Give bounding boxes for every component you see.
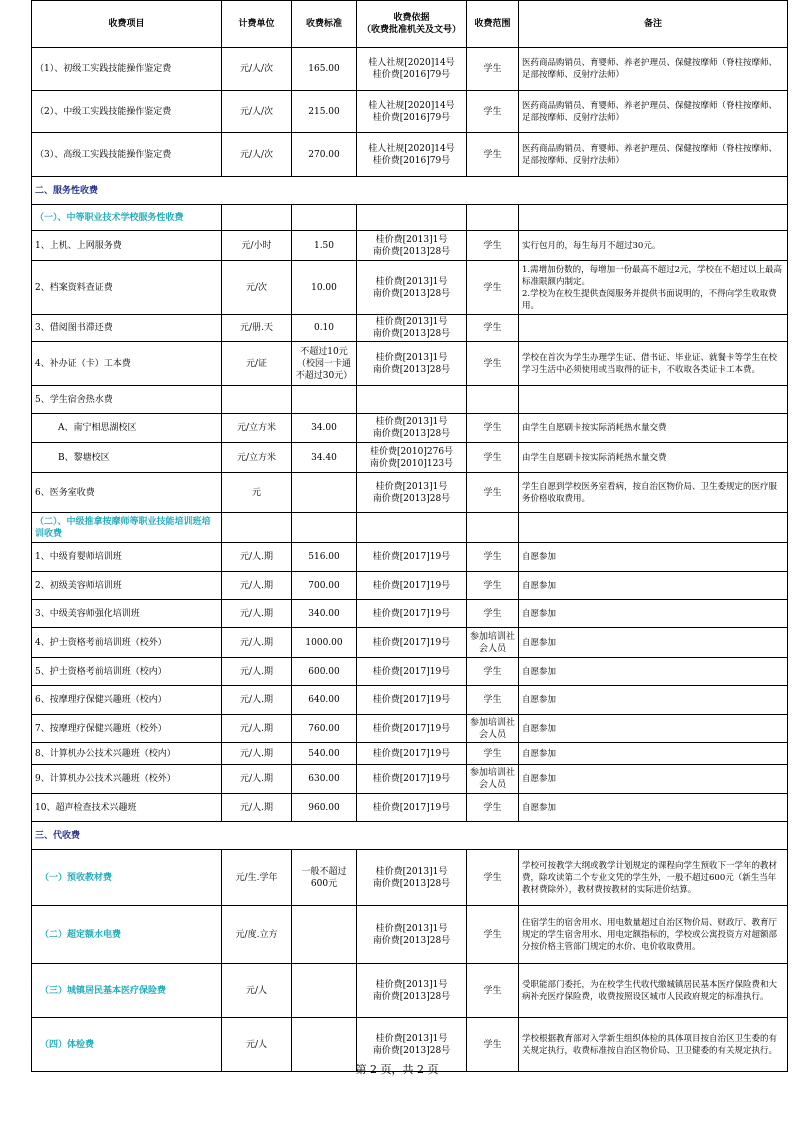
basis-cell: 桂价费[2017]19号 — [357, 572, 467, 600]
scope-cell: 学生 — [467, 743, 519, 765]
table-header-row — [32, 1, 788, 48]
header-remark: 备注 — [519, 1, 788, 48]
subsection-title: （一）、中等职业技术学校服务性收费 — [32, 205, 222, 231]
remark-cell: 医药商品购销员、育婴师、养老护理员、保健按摩师（脊柱按摩师、足部按摩师、反射疗法师） — [519, 133, 788, 177]
table-row — [32, 906, 788, 964]
standard-cell: 516.00 — [292, 543, 357, 572]
item-name: 6、按摩理疗保健兴趣班（校内） — [32, 686, 222, 715]
table-row — [32, 600, 788, 628]
remark-cell: 由学生自愿刷卡按实际消耗热水量交费 — [519, 443, 788, 473]
table-row — [32, 414, 788, 443]
table-row — [32, 543, 788, 572]
table-row — [32, 386, 788, 414]
subsection-row — [32, 205, 788, 231]
header-unit: 计费单位 — [222, 1, 292, 48]
remark-cell: 1.需增加份数的，每增加一份最高不超过2元，学校在不超过以上最高标准限额内制定。 2.学校为在校生提供查阅服务并提供书面说明的，不得向学生收取费用。 — [519, 261, 788, 315]
item-name: （3）、高级工实践技能操作鉴定费 — [32, 133, 222, 177]
remark-cell: 医药商品购销员、育婴师、养老护理员、保健按摩师（脊柱按摩师、足部按摩师、反射疗法师） — [519, 91, 788, 133]
standard-cell — [292, 906, 357, 964]
remark-cell: 医药商品购销员、育婴师、养老护理员、保健按摩师（脊柱按摩师、足部按摩师、反射疗法师） — [519, 48, 788, 91]
remark-cell: 自愿参加 — [519, 658, 788, 686]
basis-cell: 桂价费[2013]1号 南价费[2013]28号 — [357, 261, 467, 315]
item-name: 1、中级育婴师培训班 — [32, 543, 222, 572]
section-title: 三、代收费 — [32, 822, 788, 850]
table-row — [32, 765, 788, 794]
page-footer: 第 2 页，共 2 页 — [355, 1063, 439, 1076]
table-row — [32, 342, 788, 386]
item-name: 8、计算机办公技术兴趣班（校内） — [32, 743, 222, 765]
item-name: 7、按摩理疗保健兴趣班（校外） — [32, 715, 222, 743]
unit-cell: 元/人/次 — [222, 91, 292, 133]
unit-cell: 元/人.期 — [222, 765, 292, 794]
basis-cell: 桂价费[2013]1号 南价费[2013]28号 — [357, 964, 467, 1018]
remark-cell: 由学生自愿刷卡按实际消耗热水量交费 — [519, 414, 788, 443]
header-item: 收费项目 — [32, 1, 222, 48]
item-name: 10、超声检查技术兴趣班 — [32, 794, 222, 822]
standard-cell: 630.00 — [292, 765, 357, 794]
standard-cell: 1000.00 — [292, 628, 357, 658]
empty-cell — [467, 513, 519, 543]
remark-cell: 学校在首次为学生办理学生证、借书证、毕业证、就餐卡等学生在校学习生活中必须使用或当取得的证卡，不收取各类证卡工本费。 — [519, 342, 788, 386]
remark-cell: 自愿参加 — [519, 686, 788, 715]
basis-cell: 桂价费[2017]19号 — [357, 600, 467, 628]
table-body — [32, 48, 788, 1072]
table-row — [32, 715, 788, 743]
empty-cell — [292, 205, 357, 231]
item-name: （四）体检费 — [32, 1018, 222, 1072]
remark-cell: 自愿参加 — [519, 628, 788, 658]
unit-cell — [222, 386, 292, 414]
section-row — [32, 822, 788, 850]
basis-cell — [357, 386, 467, 414]
item-name: 5、学生宿舍热水费 — [32, 386, 222, 414]
remark-cell — [519, 386, 788, 414]
table-row — [32, 91, 788, 133]
empty-cell — [519, 513, 788, 543]
basis-cell: 桂价费[2017]19号 — [357, 658, 467, 686]
standard-cell: 1.50 — [292, 231, 357, 261]
standard-cell: 165.00 — [292, 48, 357, 91]
table-row — [32, 473, 788, 513]
item-name: 3、中级美容师强化培训班 — [32, 600, 222, 628]
basis-cell: 桂人社规[2020]14号 桂价费[2016]79号 — [357, 48, 467, 91]
unit-cell: 元/立方米 — [222, 414, 292, 443]
table-row — [32, 686, 788, 715]
scope-cell: 学生 — [467, 261, 519, 315]
unit-cell: 元/人.期 — [222, 543, 292, 572]
scope-cell: 学生 — [467, 543, 519, 572]
standard-cell: 10.00 — [292, 261, 357, 315]
unit-cell: 元/人.期 — [222, 715, 292, 743]
basis-cell: 桂价费[2013]1号 南价费[2013]28号 — [357, 906, 467, 964]
remark-cell: 实行包月的，每生每月不超过30元。 — [519, 231, 788, 261]
remark-cell: 学生自愿到学校医务室看病，按自治区物价局、卫生委规定的医疗服务价格收取费用。 — [519, 473, 788, 513]
item-name: 9、计算机办公技术兴趣班（校外） — [32, 765, 222, 794]
scope-cell: 学生 — [467, 1018, 519, 1072]
standard-cell: 一般不超过600元 — [292, 850, 357, 906]
item-name: 5、护士资格考前培训班（校内） — [32, 658, 222, 686]
table-row — [32, 48, 788, 91]
basis-cell: 桂价费[2013]1号 南价费[2013]28号 — [357, 1018, 467, 1072]
standard-cell: 0.10 — [292, 315, 357, 342]
basis-cell: 桂人社规[2020]14号 桂价费[2016]79号 — [357, 91, 467, 133]
unit-cell: 元/人/次 — [222, 48, 292, 91]
scope-cell: 学生 — [467, 686, 519, 715]
scope-cell: 学生 — [467, 964, 519, 1018]
unit-cell: 元/立方米 — [222, 443, 292, 473]
scope-cell: 学生 — [467, 414, 519, 443]
scope-cell: 学生 — [467, 133, 519, 177]
basis-cell: 桂价费[2017]19号 — [357, 794, 467, 822]
unit-cell: 元/小时 — [222, 231, 292, 261]
scope-cell: 学生 — [467, 91, 519, 133]
basis-cell: 桂价费[2013]1号 南价费[2013]28号 — [357, 473, 467, 513]
remark-cell: 自愿参加 — [519, 543, 788, 572]
scope-cell: 学生 — [467, 906, 519, 964]
subsection-row — [32, 513, 788, 543]
empty-cell — [519, 205, 788, 231]
remark-cell: 学校根据教育部对入学新生组织体检的具体项目按自治区卫生委的有关规定执行，收费标准按自治区物价局、卫卫健委的有关规定执行。 — [519, 1018, 788, 1072]
item-name: 2、初级美容师培训班 — [32, 572, 222, 600]
table-row — [32, 658, 788, 686]
item-name: B、黎塘校区 — [32, 443, 222, 473]
table-row — [32, 133, 788, 177]
scope-cell: 学生 — [467, 48, 519, 91]
subsection-title: （二）、中级推拿按摩师等职业技能培训班培训收费 — [32, 513, 222, 543]
item-name: （1）、初级工实践技能操作鉴定费 — [32, 48, 222, 91]
remark-cell: 自愿参加 — [519, 572, 788, 600]
standard-cell — [292, 473, 357, 513]
table-row — [32, 572, 788, 600]
scope-cell: 学生 — [467, 473, 519, 513]
remark-cell — [519, 315, 788, 342]
basis-cell: 桂价费[2010]276号 南价费[2010]123号 — [357, 443, 467, 473]
item-name: （一）预收教材费 — [32, 850, 222, 906]
scope-cell: 学生 — [467, 658, 519, 686]
remark-cell: 自愿参加 — [519, 794, 788, 822]
scope-cell: 学生 — [467, 231, 519, 261]
header-scope: 收费范围 — [467, 1, 519, 48]
remark-cell: 住宿学生的宿舍用水、用电数量超过自治区物价局、财政厅、教育厅规定的学生宿舍用水、用电定额指标的，学校或公寓投资方对超额部分按价格主管部门规定的水价、电价收取费用。 — [519, 906, 788, 964]
item-name: （三）城镇居民基本医疗保险费 — [32, 964, 222, 1018]
item-name: 4、护士资格考前培训班（校外） — [32, 628, 222, 658]
unit-cell: 元/册.天 — [222, 315, 292, 342]
item-name: 2、档案资料查证费 — [32, 261, 222, 315]
table-row — [32, 850, 788, 906]
unit-cell: 元/人.期 — [222, 743, 292, 765]
basis-cell: 桂价费[2017]19号 — [357, 628, 467, 658]
item-name: 1、上机、上网服务费 — [32, 231, 222, 261]
standard-cell: 600.00 — [292, 658, 357, 686]
unit-cell: 元/人.期 — [222, 686, 292, 715]
header-standard: 收费标准 — [292, 1, 357, 48]
basis-cell: 桂人社规[2020]14号 桂价费[2016]79号 — [357, 133, 467, 177]
item-name: 4、补办证（卡）工本费 — [32, 342, 222, 386]
empty-cell — [357, 513, 467, 543]
table-row — [32, 261, 788, 315]
unit-cell: 元/生.学年 — [222, 850, 292, 906]
empty-cell — [357, 205, 467, 231]
empty-cell — [467, 205, 519, 231]
unit-cell: 元/人.期 — [222, 600, 292, 628]
remark-cell: 自愿参加 — [519, 600, 788, 628]
scope-cell: 学生 — [467, 572, 519, 600]
table-row — [32, 443, 788, 473]
unit-cell: 元/证 — [222, 342, 292, 386]
scope-cell: 学生 — [467, 342, 519, 386]
basis-cell: 桂价费[2017]19号 — [357, 543, 467, 572]
scope-cell: 学生 — [467, 443, 519, 473]
scope-cell: 学生 — [467, 850, 519, 906]
remark-cell: 自愿参加 — [519, 743, 788, 765]
basis-cell: 桂价费[2017]19号 — [357, 715, 467, 743]
unit-cell: 元/次 — [222, 261, 292, 315]
empty-cell — [222, 205, 292, 231]
section-title: 二、服务性收费 — [32, 177, 788, 205]
remark-cell: 自愿参加 — [519, 715, 788, 743]
unit-cell: 元/人.期 — [222, 794, 292, 822]
remark-cell: 学校可按教学大纲或教学计划规定的课程向学生预收下一学年的教材费，除攻读第二个专业文凭的学生外，一般不超过600元（新生当年教材费除外），教材费按教材的实际进价结算。 — [519, 850, 788, 906]
item-name: （二）超定额水电费 — [32, 906, 222, 964]
standard-cell: 700.00 — [292, 572, 357, 600]
standard-cell — [292, 386, 357, 414]
standard-cell: 34.00 — [292, 414, 357, 443]
standard-cell: 640.00 — [292, 686, 357, 715]
basis-cell: 桂价费[2013]1号 南价费[2013]28号 — [357, 231, 467, 261]
item-name: 3、借阅图书滞还费 — [32, 315, 222, 342]
basis-cell: 桂价费[2013]1号 南价费[2013]28号 — [357, 342, 467, 386]
unit-cell: 元/人 — [222, 964, 292, 1018]
standard-cell: 960.00 — [292, 794, 357, 822]
standard-cell: 340.00 — [292, 600, 357, 628]
table-row — [32, 315, 788, 342]
standard-cell — [292, 964, 357, 1018]
basis-cell: 桂价费[2017]19号 — [357, 686, 467, 715]
standard-cell: 760.00 — [292, 715, 357, 743]
item-name: A、南宁相思湖校区 — [32, 414, 222, 443]
scope-cell: 参加培训社会人员 — [467, 765, 519, 794]
standard-cell: 540.00 — [292, 743, 357, 765]
empty-cell — [292, 513, 357, 543]
unit-cell: 元/人 — [222, 1018, 292, 1072]
scope-cell: 参加培训社会人员 — [467, 715, 519, 743]
remark-cell: 受职能部门委托，为在校学生代收代缴城镇居民基本医疗保险费和大病补充医疗保险费，收费按照设区城市人民政府规定的标准执行。 — [519, 964, 788, 1018]
scope-cell: 学生 — [467, 315, 519, 342]
remark-cell: 自愿参加 — [519, 765, 788, 794]
standard-cell: 不超过10元 （校园一卡通不超过30元） — [292, 342, 357, 386]
table-row — [32, 628, 788, 658]
unit-cell: 元/度.立方 — [222, 906, 292, 964]
table-row — [32, 743, 788, 765]
table-row — [32, 794, 788, 822]
basis-cell: 桂价费[2017]19号 — [357, 765, 467, 794]
table-row — [32, 964, 788, 1018]
section-row — [32, 177, 788, 205]
unit-cell: 元/人/次 — [222, 133, 292, 177]
item-name: 6、医务室收费 — [32, 473, 222, 513]
unit-cell: 元 — [222, 473, 292, 513]
standard-cell: 34.40 — [292, 443, 357, 473]
standard-cell: 215.00 — [292, 91, 357, 133]
scope-cell: 参加培训社会人员 — [467, 628, 519, 658]
unit-cell: 元/人.期 — [222, 628, 292, 658]
header-basis: 收费依据 （收费批准机关及文号） — [357, 1, 467, 48]
unit-cell: 元/人.期 — [222, 658, 292, 686]
item-name: （2）、中级工实践技能操作鉴定费 — [32, 91, 222, 133]
basis-cell: 桂价费[2017]19号 — [357, 743, 467, 765]
scope-cell — [467, 386, 519, 414]
unit-cell: 元/人.期 — [222, 572, 292, 600]
basis-cell: 桂价费[2013]1号 南价费[2013]28号 — [357, 850, 467, 906]
scope-cell: 学生 — [467, 600, 519, 628]
basis-cell: 桂价费[2013]1号 南价费[2013]28号 — [357, 414, 467, 443]
empty-cell — [222, 513, 292, 543]
basis-cell: 桂价费[2013]1号 南价费[2013]28号 — [357, 315, 467, 342]
fee-table — [31, 0, 788, 1072]
table-row — [32, 231, 788, 261]
standard-cell: 270.00 — [292, 133, 357, 177]
scope-cell: 学生 — [467, 794, 519, 822]
